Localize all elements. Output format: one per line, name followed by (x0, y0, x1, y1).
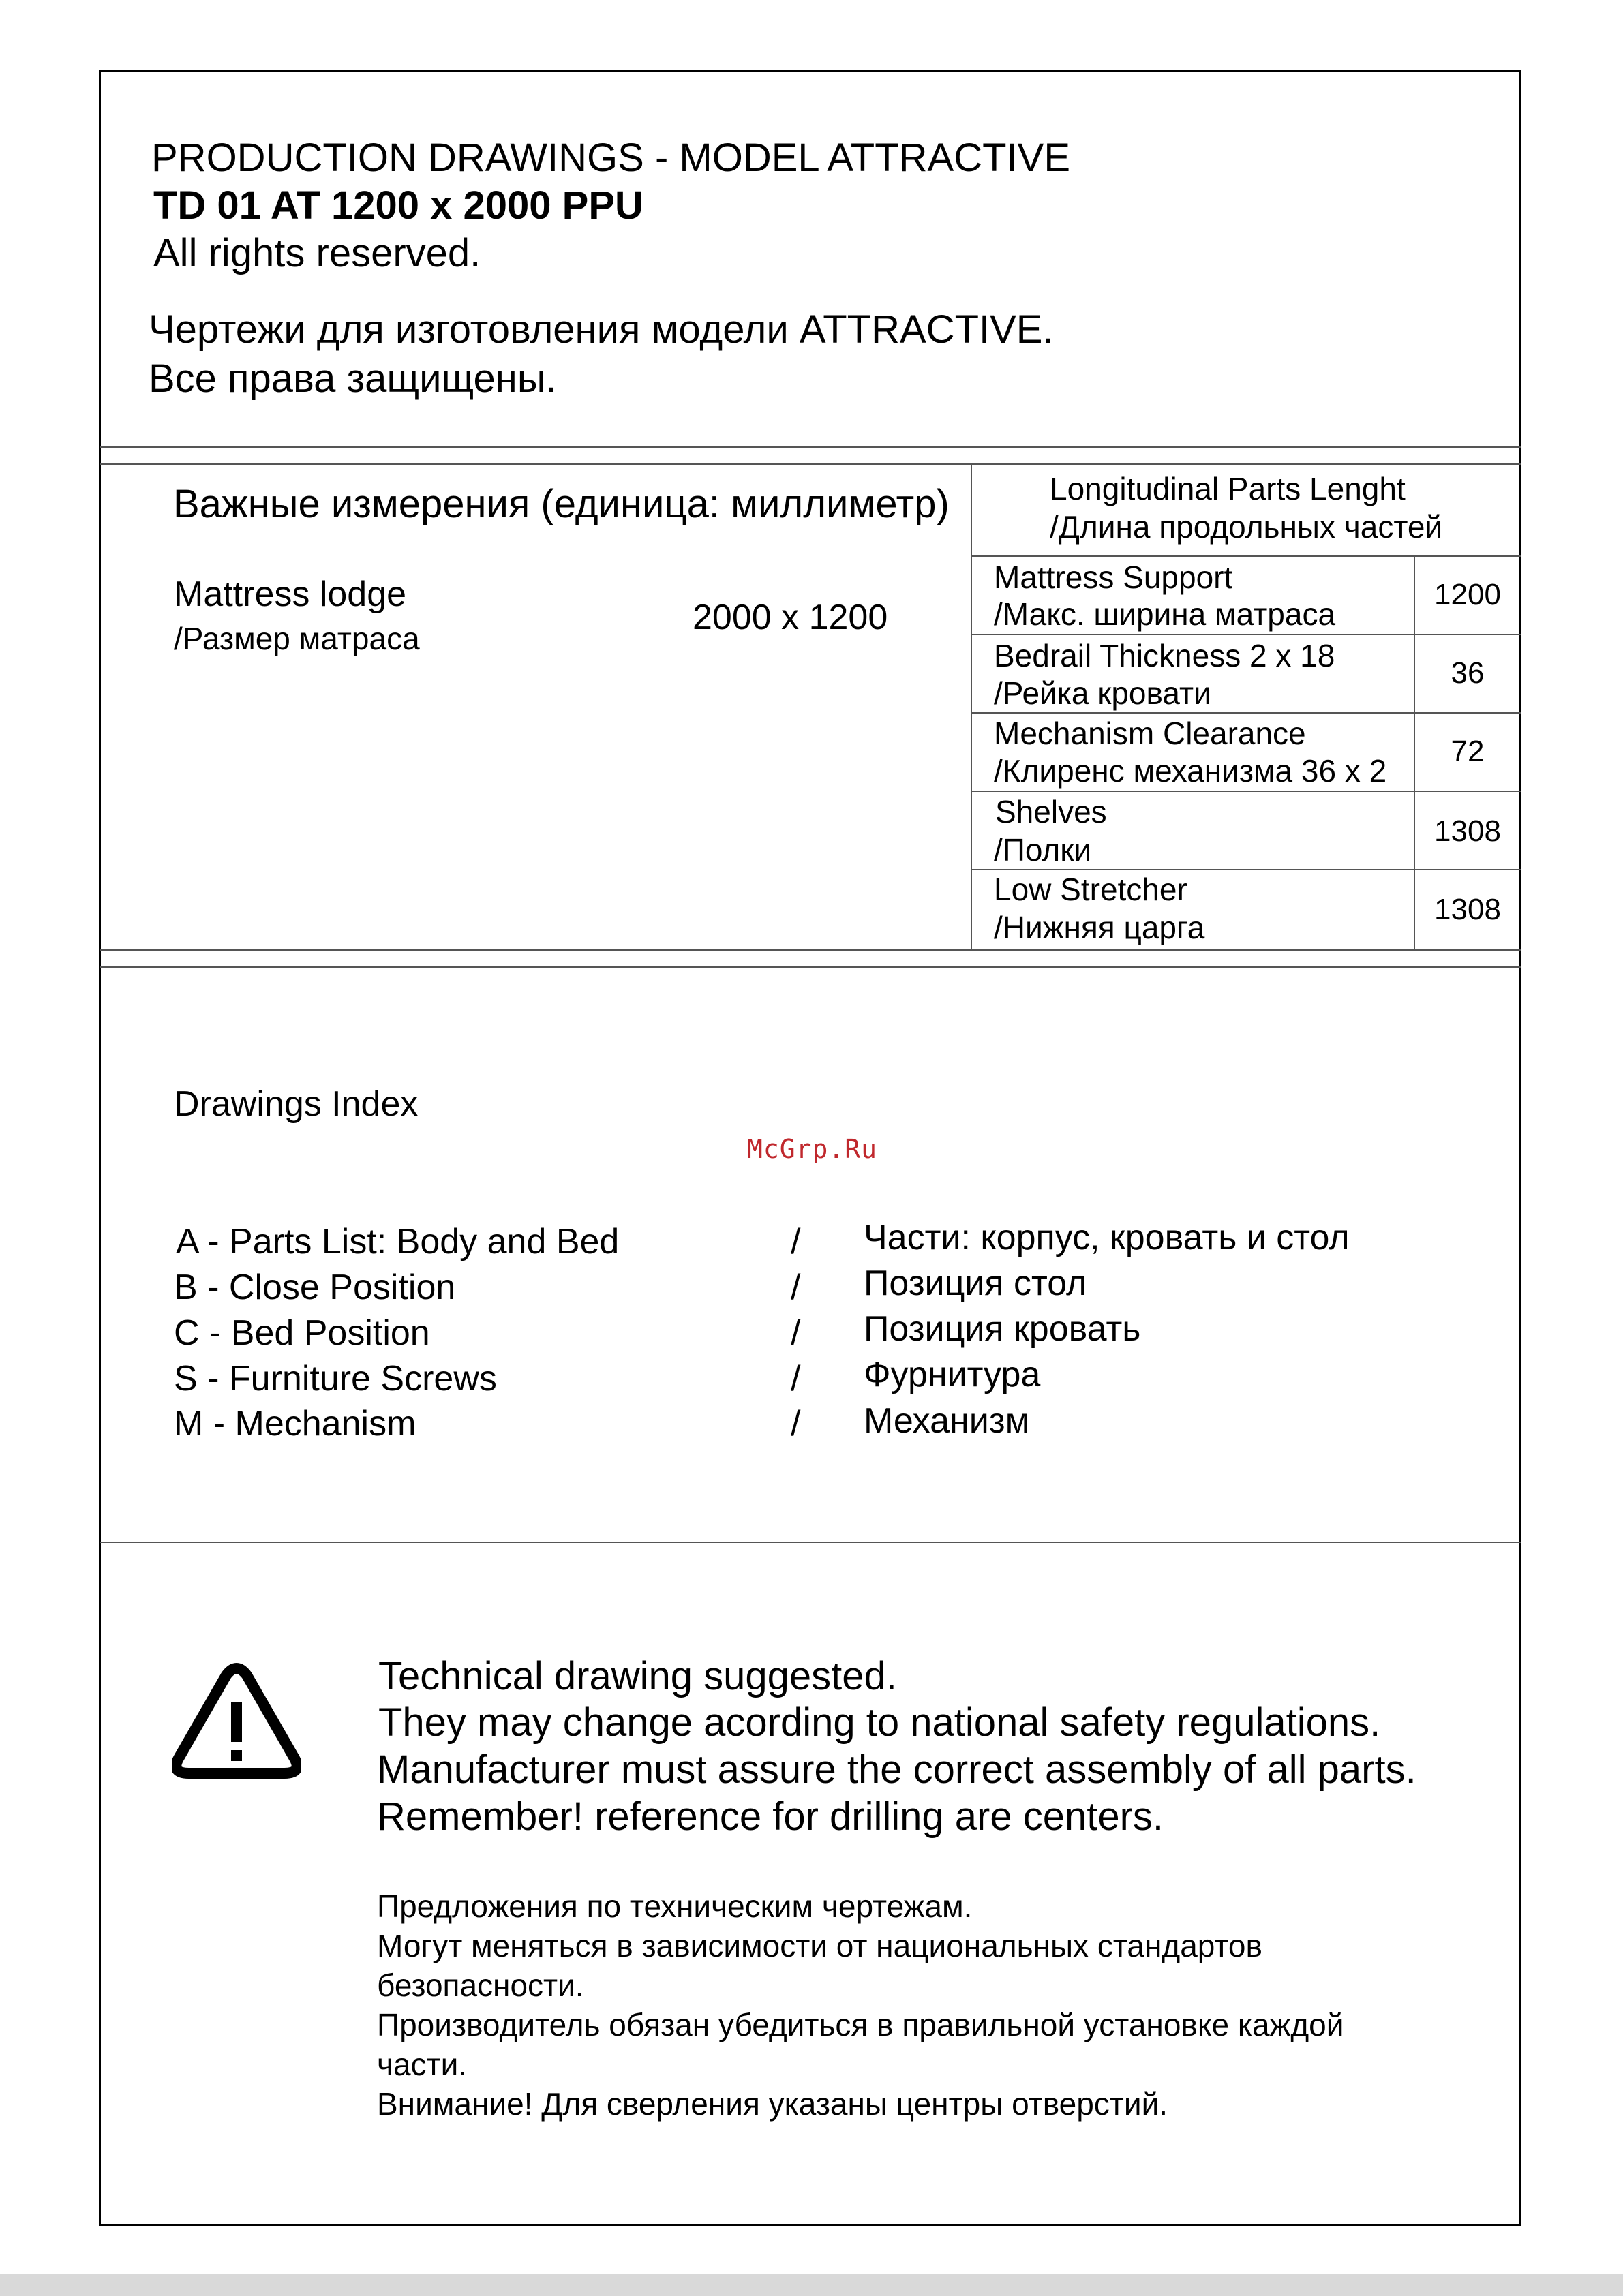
table-row-value: 1200 (1434, 578, 1501, 611)
index-item: S - Furniture Screws (174, 1359, 497, 1398)
mattress-label: Mattress lodge (174, 575, 407, 614)
table-border (971, 555, 1521, 557)
table-row-label-ru: /Полки (994, 832, 1092, 868)
table-border (971, 634, 1521, 635)
warning-text: Technical drawing suggested. (378, 1654, 897, 1698)
table-row-label-ru: /Рейка кровати (994, 675, 1211, 711)
mattress-value: 2000 x 1200 (693, 598, 888, 637)
model-code: TD 01 AT 1200 x 2000 PPU (153, 183, 643, 228)
table-row-value: 36 (1451, 656, 1485, 690)
table-row-value: 1308 (1434, 814, 1501, 848)
table-border (971, 463, 972, 949)
table-row-value: 72 (1451, 735, 1485, 768)
table-row-label-ru: /Клиренс механизма 36 x 2 (994, 753, 1387, 789)
index-heading: Drawings Index (174, 1084, 419, 1124)
table-header: Longitudinal Parts Lenght (1050, 471, 1406, 506)
warning-text-ru: Внимание! Для сверления указаны центры отверстий. (377, 2086, 1168, 2122)
table-row-value: 1308 (1434, 893, 1501, 926)
warning-triangle-icon (172, 1663, 301, 1782)
table-row-label-ru: /Нижняя царга (994, 910, 1205, 945)
index-separator: / (791, 1268, 801, 1307)
index-item-ru: Позиция стол (864, 1264, 1087, 1303)
index-separator: / (791, 1359, 801, 1398)
warning-text-ru: Предложения по техническим чертежам. (377, 1888, 973, 1924)
index-separator: / (791, 1222, 801, 1261)
divider (100, 446, 1521, 448)
table-row-label: Bedrail Thickness 2 x 18 (994, 638, 1335, 673)
table-border (971, 712, 1521, 714)
index-item: C - Bed Position (174, 1313, 430, 1353)
table-row-label: Mechanism Clearance (994, 716, 1306, 751)
index-item-ru: Позиция кровать (864, 1309, 1141, 1349)
document-title: PRODUCTION DRAWINGS - MODEL ATTRACTIVE (151, 136, 1071, 180)
table-row-label: Low Stretcher (994, 872, 1187, 907)
watermark: McGrp.Ru (747, 1134, 878, 1164)
table-border (971, 791, 1521, 792)
index-item: M - Mechanism (174, 1404, 416, 1443)
table-row-label: Shelves (995, 794, 1107, 829)
index-item-ru: Части: корпус, кровать и стол (864, 1218, 1350, 1257)
table-row-label: Mattress Support (994, 560, 1233, 595)
warning-text: Remember! reference for drilling are centers. (377, 1794, 1164, 1839)
index-separator: / (791, 1404, 801, 1443)
index-item-ru: Фурнитура (864, 1355, 1041, 1394)
mattress-label-ru: /Размер матраса (174, 621, 420, 656)
rights-ru: Все права защищены. (149, 356, 557, 401)
title-ru: Чертежи для изготовления модели ATTRACTIVE. (149, 307, 1054, 352)
divider (100, 1542, 1521, 1543)
divider (100, 966, 1521, 968)
warning-text: They may change acording to national safety regulations. (378, 1700, 1381, 1745)
index-item: A - Parts List: Body and Bed (176, 1222, 620, 1261)
table-header-ru: /Длина продольных частей (1050, 509, 1443, 545)
index-item: B - Close Position (174, 1268, 456, 1307)
warning-text-ru: части. (377, 2047, 468, 2082)
table-border (971, 869, 1521, 870)
warning-text-ru: Производитель обязан убедиться в правильной установке каждой (377, 2007, 1344, 2042)
warning-text: Manufacturer must assure the correct assembly of all parts. (377, 1747, 1416, 1792)
warning-text-ru: безопасности. (377, 1968, 584, 2003)
table-row-label-ru: /Макс. ширина матраса (994, 596, 1336, 632)
rights-en: All rights reserved. (153, 231, 481, 275)
index-separator: / (791, 1313, 801, 1353)
divider (100, 949, 1521, 951)
page-bottom-edge (0, 2274, 1623, 2296)
dimensions-heading: Важные измерения (единица: миллиметр) (173, 482, 950, 526)
warning-text-ru: Могут меняться в зависимости от национальных стандартов (377, 1928, 1262, 1963)
divider (100, 463, 1521, 465)
index-item-ru: Механизм (864, 1401, 1030, 1441)
